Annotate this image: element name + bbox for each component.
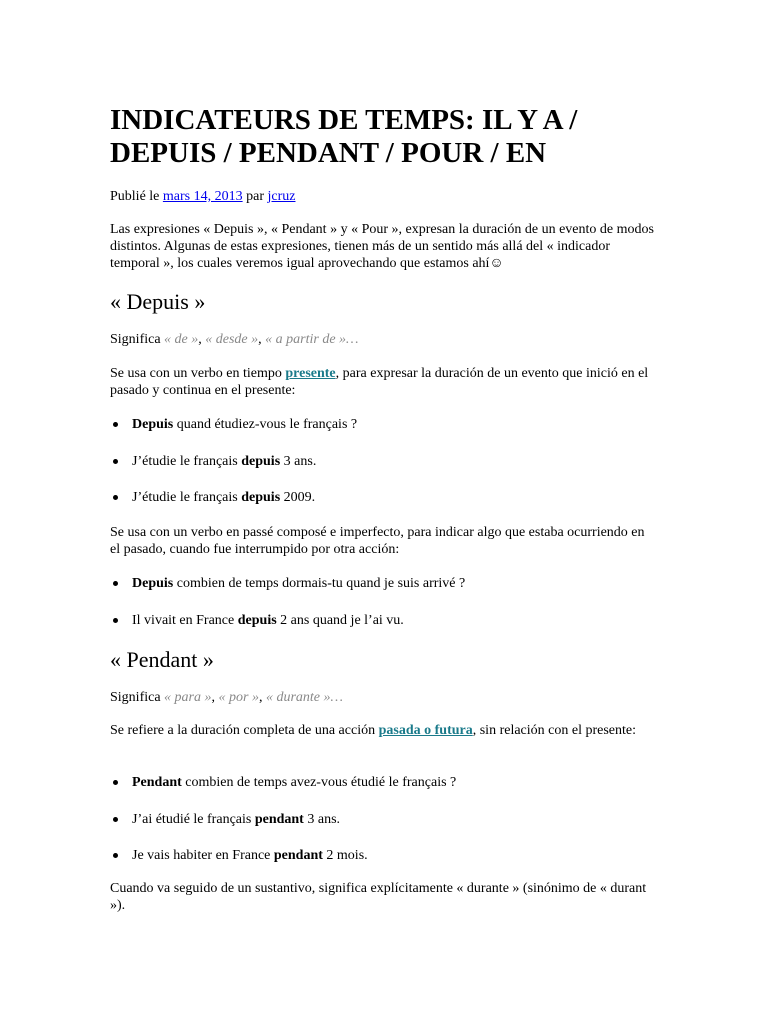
list-item bbox=[132, 811, 652, 828]
pendant-significa: Significa « para », « por », « durante »… bbox=[110, 690, 343, 705]
example-keyword: pendant bbox=[273, 848, 323, 863]
example-text: Je vais habiter en France bbox=[132, 848, 274, 863]
pendant-usage-1 bbox=[110, 722, 655, 739]
example-text: 3 ans. bbox=[280, 454, 317, 469]
post-date-link[interactable]: mars 14, 2013 bbox=[162, 189, 243, 204]
author-link[interactable]: jcruz bbox=[267, 189, 296, 204]
pendant-usage-2: Cuando va seguido de un sustantivo, significa explícitamente « durante » (sinónimo de « durant »). bbox=[110, 881, 647, 913]
pasada-o-futura-link[interactable]: pasada o futura bbox=[378, 723, 473, 738]
depuis-significa: Significa « de », « desde », « a partir de »… bbox=[110, 332, 359, 347]
significa-example: « desde » bbox=[205, 332, 259, 347]
example-text: 2009. bbox=[280, 490, 316, 505]
depuis-usage-2: Se usa con un verbo en passé composé e imperfecto, para indicar algo que estaba ocurriendo en el pasado, cuando fue interrumpido por otra acción: bbox=[110, 525, 645, 557]
example-text: combien de temps dormais-tu quand je suis arrivé ? bbox=[173, 576, 466, 591]
significa-example: « durante »… bbox=[265, 690, 343, 705]
significa-example: « por » bbox=[218, 690, 259, 705]
example-text: Il vivait en France bbox=[132, 613, 238, 628]
example-text: J’étudie le français bbox=[132, 490, 242, 505]
example-keyword: depuis bbox=[241, 454, 281, 469]
example-keyword: depuis bbox=[241, 490, 281, 505]
usage-text: , para expresar la duración de un evento que inició en el pasado y continua en el presente: bbox=[110, 366, 649, 398]
list-item bbox=[132, 416, 652, 433]
significa-example: « a partir de »… bbox=[265, 332, 359, 347]
example-keyword: Pendant bbox=[132, 775, 182, 790]
significa-example: « para » bbox=[164, 690, 212, 705]
article-title: INDICATEURS DE TEMPS: IL Y A / DEPUIS / PENDANT / POUR / EN bbox=[110, 104, 578, 169]
pendant-heading: « Pendant » bbox=[110, 647, 214, 672]
list-item bbox=[132, 575, 652, 592]
example-text: 3 ans. bbox=[303, 812, 341, 827]
example-keyword: depuis bbox=[237, 613, 277, 628]
post-meta bbox=[110, 188, 295, 205]
usage-text: , sin relación con el presente: bbox=[472, 723, 637, 738]
significa-label: Significa bbox=[110, 690, 161, 705]
list-item bbox=[132, 612, 652, 629]
list-item bbox=[132, 774, 652, 791]
usage-text: Se usa con un verbo en tiempo bbox=[110, 366, 282, 381]
meta-prefix: Publié le bbox=[110, 189, 160, 204]
example-text: 2 ans quand je l’ai vu. bbox=[276, 613, 404, 628]
meta-by: par bbox=[246, 189, 264, 204]
example-keyword: Depuis bbox=[132, 417, 174, 432]
usage-text: Se refiere a la duración completa de una acción bbox=[110, 723, 376, 738]
example-keyword: Depuis bbox=[132, 576, 174, 591]
presente-link[interactable]: presente bbox=[285, 366, 336, 381]
example-text: J’ai étudié le français bbox=[132, 812, 255, 827]
example-keyword: pendant bbox=[254, 812, 304, 827]
list-item bbox=[132, 489, 652, 506]
example-text: J’étudie le français bbox=[132, 454, 242, 469]
significa-example: « de » bbox=[164, 332, 199, 347]
list-item bbox=[132, 847, 652, 864]
example-text: 2 mois. bbox=[322, 848, 368, 863]
significa-label: Significa bbox=[110, 332, 161, 347]
example-text: quand étudiez-vous le français ? bbox=[173, 417, 358, 432]
depuis-heading: « Depuis » bbox=[110, 289, 206, 314]
depuis-usage-1 bbox=[110, 365, 655, 399]
example-text: combien de temps avez-vous étudié le français ? bbox=[181, 775, 457, 790]
intro-paragraph: Las expresiones « Depuis », « Pendant » y « Pour », expresan la duración de un evento de modos distintos. Algunas de estas expresiones, tienen más de un sentido más allá del « indicador temporal », los cuales veremos igual aprovechando que estamos ahí☺ bbox=[110, 222, 654, 271]
list-item bbox=[132, 453, 652, 470]
